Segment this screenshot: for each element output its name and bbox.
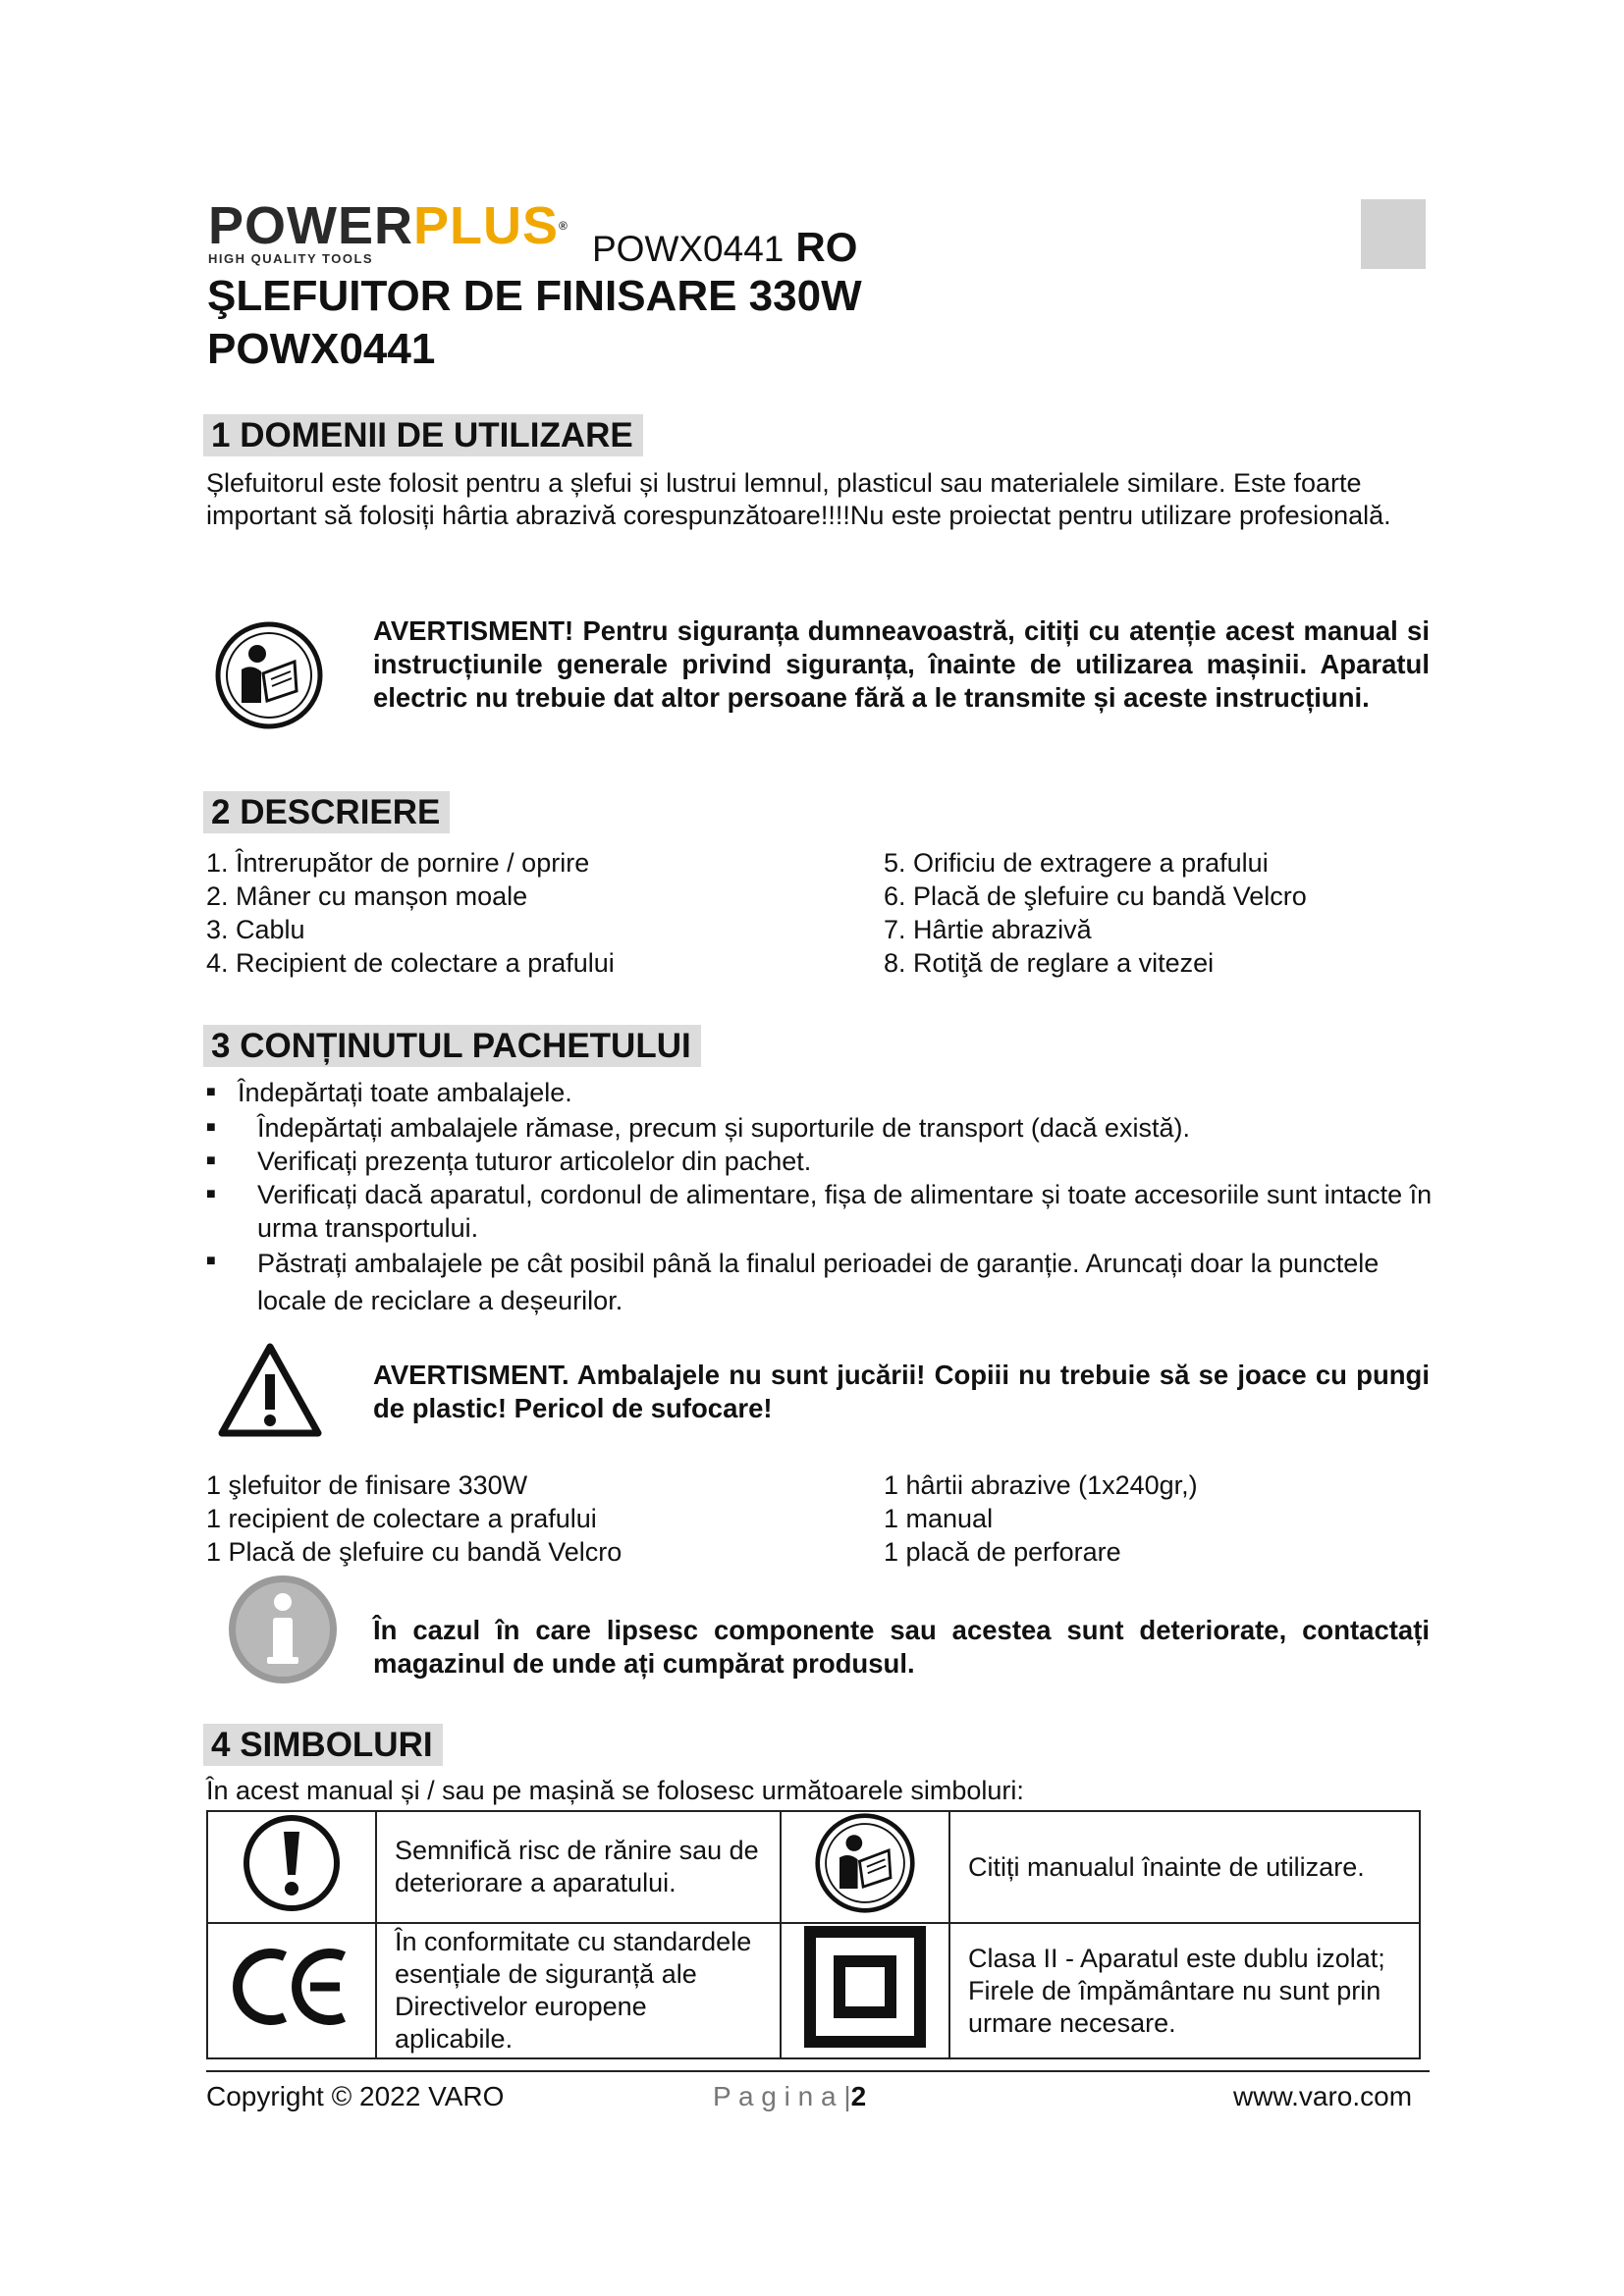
- footer-page: P a g i n a |2: [713, 2081, 867, 2111]
- list-item: 1 recipient de colectare a prafului: [206, 1504, 597, 1533]
- description-list-right: [884, 846, 1307, 980]
- section-heading-1: 1 DOMENII DE UTILIZARE: [203, 414, 643, 456]
- class-ii-double-square-icon: [804, 1926, 926, 2048]
- footer-website: www.varo.com: [1233, 2081, 1413, 2111]
- footer-divider: [206, 2070, 1430, 2072]
- list-item: 6. Placă de şlefuire cu bandă Velcro: [884, 881, 1307, 911]
- page-number: 2: [850, 2081, 867, 2111]
- list-item: 5. Orificiu de extragere a prafului: [884, 848, 1269, 878]
- table-cell-icon: [781, 1923, 949, 2058]
- model-number: POWX0441: [592, 229, 785, 269]
- list-item: 1 şlefuitor de finisare 330W: [206, 1470, 528, 1500]
- document-title: ŞLEFUITOR DE FINISARE 330W POWX0441: [207, 272, 862, 373]
- symbol-description: Citiți manualul înainte de utilizare.: [949, 1811, 1420, 1923]
- list-item: 7. Hârtie abrazivă: [884, 915, 1092, 944]
- table-cell-icon: [207, 1811, 376, 1923]
- warning-triangle-icon: [216, 1341, 324, 1439]
- symbols-table: [206, 1810, 1421, 2059]
- list-item: 1 placă de perforare: [884, 1537, 1121, 1567]
- package-contents-right: [884, 1468, 1198, 1569]
- list-item: ■ Verificați prezența tuturor articolelor din pachet.: [206, 1147, 812, 1176]
- table-row: [207, 1923, 1420, 2058]
- list-item: 4. Recipient de colectare a prafului: [206, 948, 615, 978]
- package-contents-left: [206, 1468, 622, 1569]
- table-row: [207, 1811, 1420, 1923]
- list-item: ■ Îndepărtați toate ambalajele.: [206, 1078, 572, 1107]
- powerplus-logo: POWERPLUS® HIGH QUALITY TOOLS: [208, 199, 573, 264]
- model-code: [592, 224, 857, 271]
- list-item: 3. Cablu: [206, 915, 305, 944]
- list-item: 8. Rotiţă de reglare a vitezei: [884, 948, 1215, 978]
- section-heading-4: 4 SIMBOLURI: [203, 1724, 443, 1766]
- list-item: 1 manual: [884, 1504, 994, 1533]
- list-item: 2. Mâner cu manșon moale: [206, 881, 528, 911]
- description-list-left: [206, 846, 615, 980]
- package-bullet-list: [206, 1076, 1434, 1313]
- footer-copyright: Copyright © 2022 VARO: [206, 2081, 505, 2111]
- symbol-description: Semnifică risc de rănire sau de deteriorare a aparatului.: [376, 1811, 781, 1923]
- table-cell-icon: [207, 1923, 376, 2058]
- symbol-description: Clasa II - Aparatul este dublu izolat; Firele de împământare nu sunt prin urmare necesare.: [949, 1923, 1420, 2058]
- info-icon: [226, 1573, 340, 1686]
- warning-text-packaging: AVERTISMENT. Ambalajele nu sunt jucării! Copiii nu trebuie să se joace cu pungi de plastic! Pericol de sufocare!: [373, 1360, 1430, 1423]
- language-code: RO: [795, 224, 858, 270]
- exclamation-circle-icon: [241, 1812, 343, 1914]
- symbol-description: În conformitate cu standardele esențiale de siguranță ale Directivelor europene aplicabile.: [376, 1923, 781, 2058]
- table-cell-icon: [781, 1811, 949, 1923]
- section-heading-3: 3 CONȚINUTUL PACHETULUI: [203, 1025, 701, 1067]
- info-text-missing-parts: În cazul în care lipsesc componente sau acestea sunt deteriorate, contactați magazinul de unde ați cumpărat produsul.: [373, 1615, 1430, 1679]
- read-manual-icon: [814, 1812, 916, 1914]
- section4-intro: În acest manual și / sau pe mașină se folosesc următoarele simboluri:: [206, 1776, 1024, 1805]
- list-item: 1. Întrerupător de pornire / oprire: [206, 848, 590, 878]
- section-heading-2: 2 DESCRIERE: [203, 791, 450, 833]
- warning-text-safety: AVERTISMENT! Pentru siguranța dumneavoastră, citiți cu atenție acest manual si instrucțiunile generale privind siguranța, înainte de utilizarea mașinii. Aparatul electric nu trebuie dat altor persoane fără a le transmite și aceste instrucțiuni.: [373, 615, 1430, 713]
- list-item: ■ Verificați dacă aparatul, cordonul de alimentare, fișa de alimentare și toate accesoriile sunt intacte în urma transportului.: [206, 1180, 1433, 1243]
- section1-intro: Șlefuitorul este folosit pentru a șlefui și lustrui lemnul, plasticul sau materialele similare. Este foarte important să folosiți hârtia abrazivă corespunzătoare!!!!Nu este proiectat pentru utilizare profesională.: [206, 468, 1391, 530]
- logo-tagline: HIGH QUALITY TOOLS: [208, 251, 374, 266]
- read-manual-icon: [214, 620, 324, 730]
- list-item: ■ Păstrați ambalajele pe cât posibil până la finalul perioadei de garanție. Aruncați doar la punctele locale de reciclare a deșeurilor.: [206, 1249, 1380, 1315]
- list-item: ■ Îndepărtați ambalajele rămase, precum și suporturile de transport (dacă există).: [206, 1113, 1190, 1143]
- ce-mark-icon: [228, 1943, 355, 2031]
- list-item: 1 Placă de şlefuire cu bandă Velcro: [206, 1537, 623, 1567]
- header-grey-box: [1361, 199, 1426, 269]
- list-item: 1 hârtii abrazive (1x240gr,): [884, 1470, 1198, 1500]
